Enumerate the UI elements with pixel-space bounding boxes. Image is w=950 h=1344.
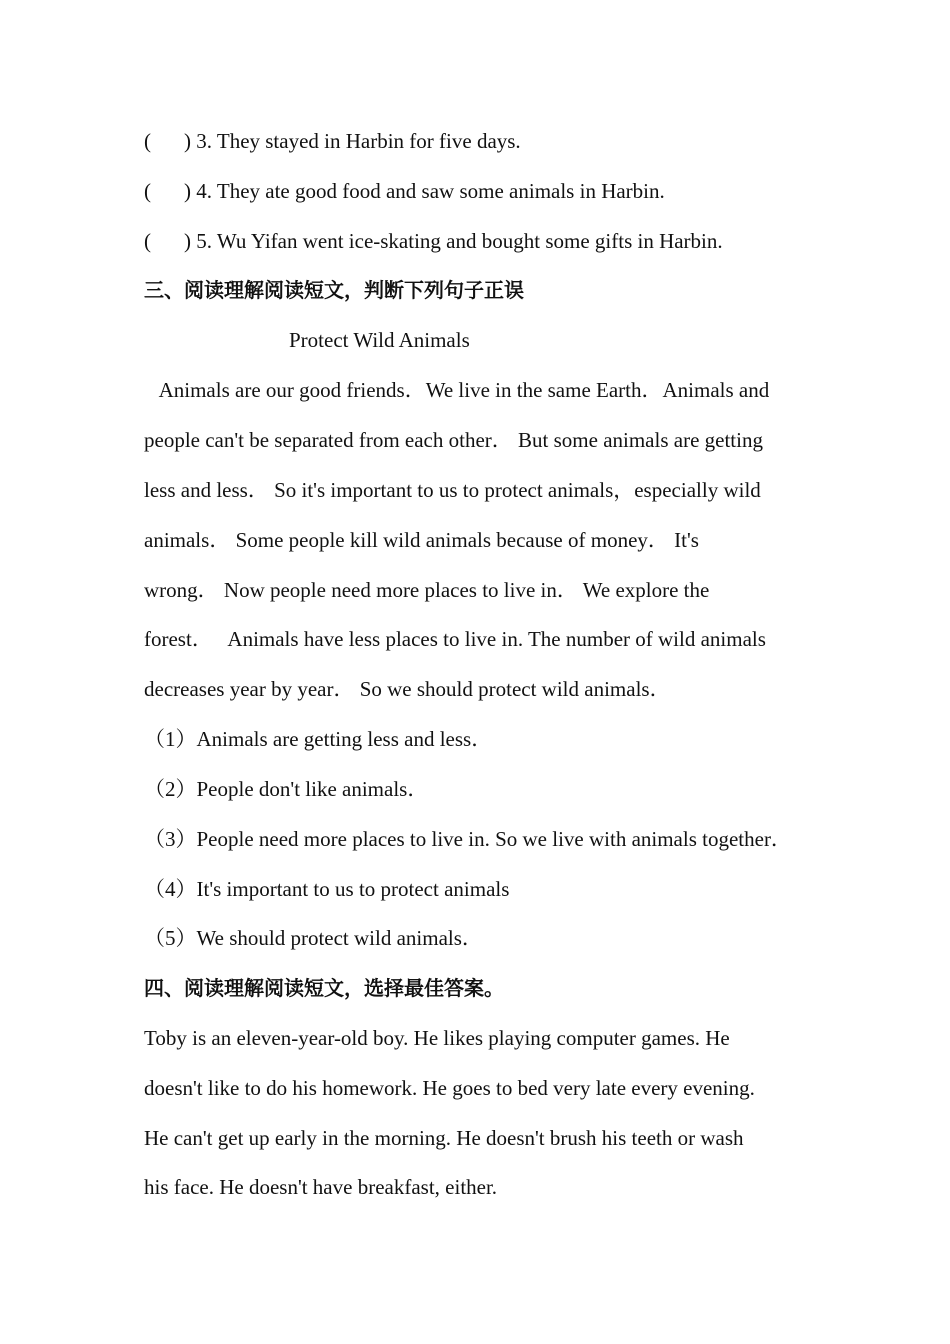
question-5 xyxy=(144,227,723,255)
question-text: ) 4. They ate good food and saw some animals in Harbin. xyxy=(184,179,665,203)
section-3-heading: 三、阅读理解阅读短文，判断下列句子正误 xyxy=(144,278,524,302)
passage-line: decreases year by year． So we should protect wild animals． xyxy=(144,677,671,701)
answer-blank-open-paren: ( xyxy=(144,179,151,203)
question-3 xyxy=(144,127,521,155)
question-text: ) 3. They stayed in Harbin for five days. xyxy=(184,129,521,153)
question-4 xyxy=(144,177,665,205)
passage-line: He can't get up early in the morning. He doesn't brush his teeth or wash xyxy=(144,1126,744,1150)
passage-line: animals． Some people kill wild animals because of money． It's xyxy=(144,528,699,552)
passage-line: less and less． So it's important to us to protect animals，especially wild xyxy=(144,478,761,502)
passage-line: wrong． Now people need more places to live in． We explore the xyxy=(144,578,710,602)
statement-2: （2）People don't like animals． xyxy=(144,777,429,801)
section-4-heading: 四、阅读理解阅读短文，选择最佳答案。 xyxy=(144,976,504,1000)
passage-line: his face. He doesn't have breakfast, either. xyxy=(144,1175,498,1199)
statement-5: （5）We should protect wild animals． xyxy=(144,926,483,950)
answer-blank-open-paren: ( xyxy=(144,129,151,153)
passage-line: doesn't like to do his homework. He goes to bed very late every evening. xyxy=(144,1076,755,1100)
passage-line: forest． Animals have less places to live in. The number of wild animals xyxy=(144,627,766,651)
passage-line: Animals are our good friends．We live in the same Earth．Animals and xyxy=(144,378,770,402)
statement-4: （4）It's important to us to protect animals xyxy=(144,877,510,901)
question-text: ) 5. Wu Yifan went ice-skating and bought some gifts in Harbin. xyxy=(184,229,723,253)
statement-3: （3）People need more places to live in. So we live with animals together． xyxy=(144,827,792,851)
statement-1: （1）Animals are getting less and less． xyxy=(144,727,493,751)
passage-line: people can't be separated from each other． But some animals are getting xyxy=(144,428,763,452)
passage-line: Toby is an eleven-year-old boy. He likes playing computer games. He xyxy=(144,1026,730,1050)
answer-blank-open-paren: ( xyxy=(144,229,151,253)
passage-title: Protect Wild Animals xyxy=(289,328,470,352)
